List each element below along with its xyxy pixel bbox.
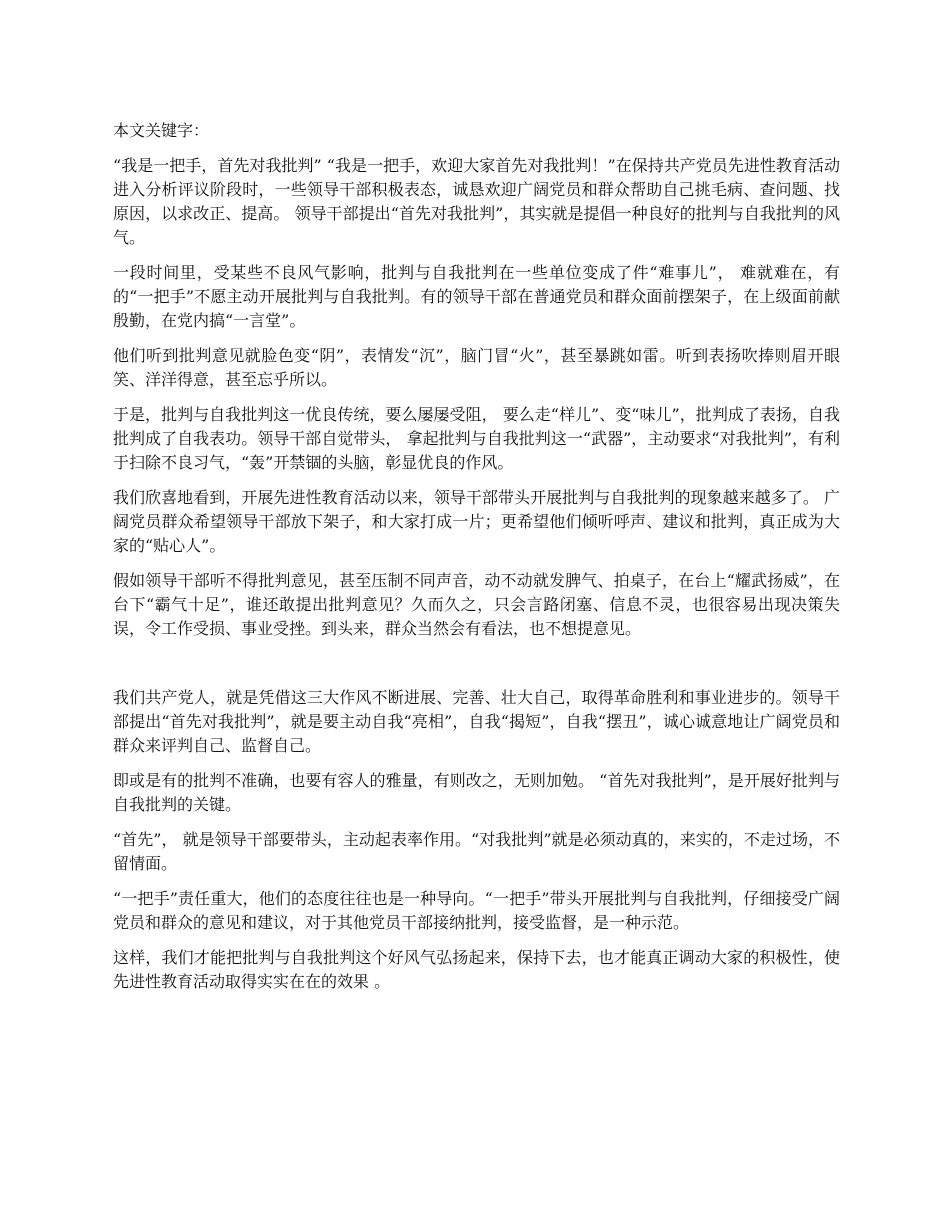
keywords-label: 本文关键字： (113, 121, 210, 140)
paragraph: 他们听到批判意见就脸色变“阴”，表情发“沉”，脑门冒“火”，甚至暴跳如雷。听到表扬吹捧则眉开眼笑、洋洋得意，甚至忘乎所以。 (113, 346, 840, 389)
paragraph: 假如领导干部听不得批判意见，甚至压制不同声音，动不动就发脾气、拍桌子，在台上“耀武扬威”，在台下“霸气十足”，谁还敢提出批判意见？久而久之，只会言路闭塞、信息不灵，也很容易出现决策失误，令工作受损、事业受挫。到头来，群众当然会有看法，也不想提意见。 (113, 571, 840, 638)
paragraph: 这样，我们才能把批判与自我批判这个好风气弘扬起来，保持下去，也才能真正调动大家的积极性，使先进性教育活动取得实实在在的效果 。 (113, 948, 840, 991)
section-gap (113, 652, 840, 686)
paragraph: 即或是有的批判不准确，也要有容人的雅量，有则改之，无则加勉。 “首先对我批判”，是开展好批判与自我批判的关键。 (113, 771, 840, 814)
paragraph: 一段时间里，受某些不良风气影响，批判与自我批判在一些单位变成了件“难事儿”， 难就难在，有的“一把手”不愿主动开展批判与自我批判。有的领导干部在普通党员和群众面前摆架子，在上级面前献殷勤，在党内搞“一言堂”。 (113, 263, 840, 330)
paragraph: 我们共产党人，就是凭借这三大作风不断进展、完善、壮大自己，取得革命胜利和事业进步的。领导干部提出“首先对我批判”，就是要主动自我“亮相”，自我“揭短”，自我“摆丑”，诚心诚意地让广阔党员和群众来评判自己、监督自己。 (113, 688, 840, 755)
paragraph: “我是一把手，首先对我批判” “我是一把手，欢迎大家首先对我批判！”在保持共产党员先进性教育活动进入分析评议阶段时，一些领导干部积极表态，诚恳欢迎广阔党员和群众帮助自己挑毛病、查问题、找原因，以求改正、提高。 领导干部提出“首先对我批判”，其实就是提倡一种良好的批判与自我批判的风气。 (113, 156, 840, 247)
document-body (113, 119, 840, 1005)
paragraph: “首先”， 就是领导干部要带头，主动起表率作用。“对我批判”就是必须动真的，来实的，不走过场，不留情面。 (113, 830, 840, 873)
paragraph: 我们欣喜地看到，开展先进性教育活动以来，领导干部带头开展批判与自我批判的现象越来越多了。 广阔党员群众希望领导干部放下架子，和大家打成一片；更希望他们倾听呼声、建议和批判，真正成为大家的“贴心人”。 (113, 488, 840, 555)
paragraph: “一把手”责任重大，他们的态度往往也是一种导向。“一把手”带头开展批判与自我批判，仔细接受广阔党员和群众的意见和建议，对于其他党员干部接纳批判，接受监督，是一种示范。 (113, 889, 840, 932)
paragraph: 于是，批判与自我批判这一优良传统，要么屡屡受阻， 要么走“样儿”、变“味儿”，批判成了表扬，自我批判成了自我表功。领导干部自觉带头， 拿起批判与自我批判这一“武器”，主动要求“对我批判”，有利于扫除不良习气，“轰”开禁锢的头脑，彰显优良的作风。 (113, 405, 840, 472)
